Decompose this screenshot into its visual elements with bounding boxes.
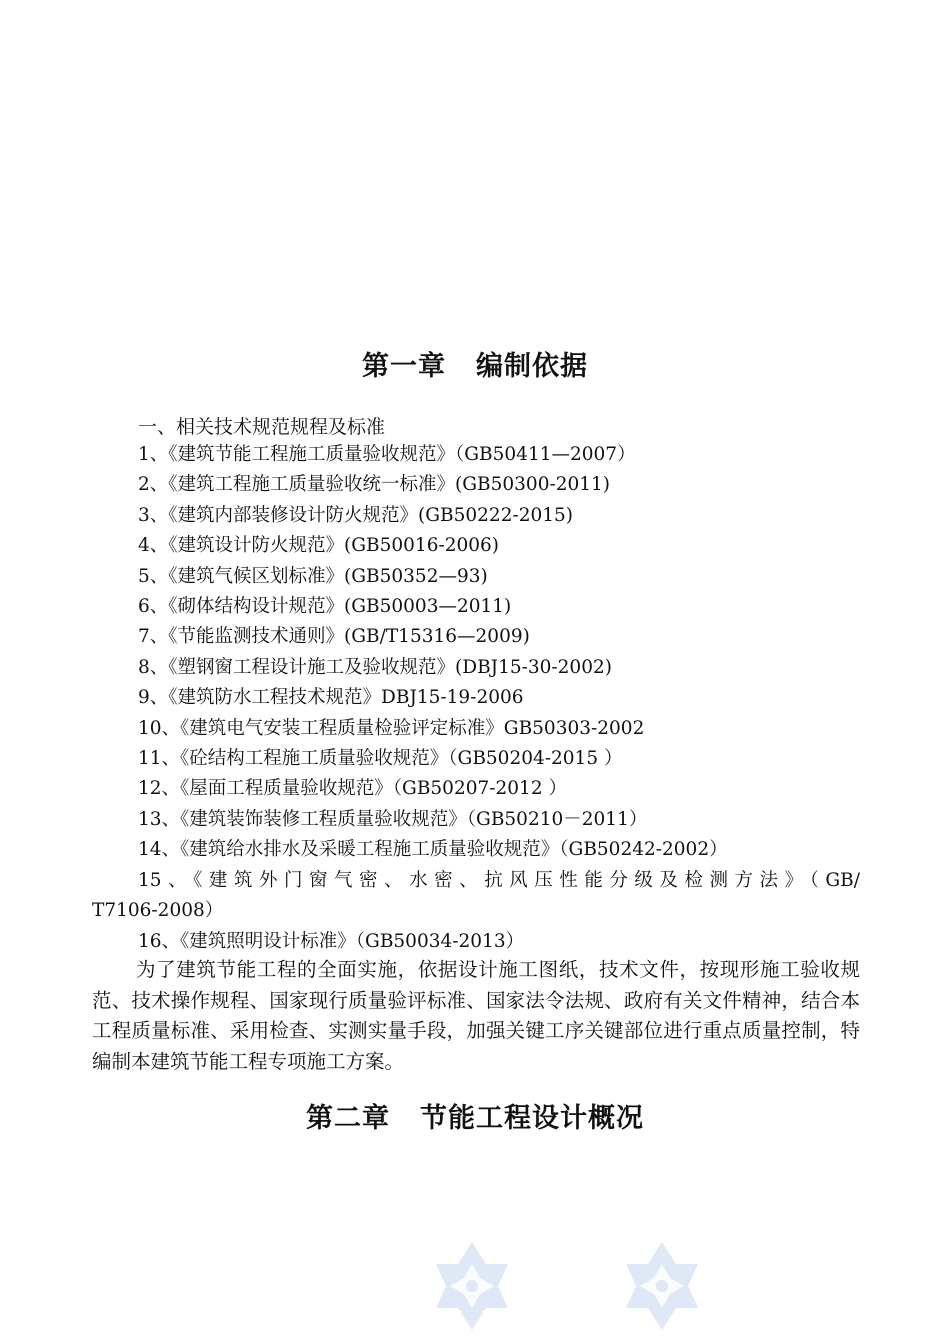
reference-15-line-2: T7106-2008） <box>92 900 224 922</box>
snowflake-watermark-icon <box>612 1234 712 1344</box>
reference-item: 12、《屋面工程质量验收规范》（GB50207-2012 ） <box>138 778 567 800</box>
reference-item: 5、《建筑气候区划标准》(GB50352—93) <box>138 565 488 587</box>
reference-item: 2、《建筑工程施工质量验收统一标准》(GB50300-2011) <box>138 474 611 496</box>
reference-item: 6、《砌体结构设计规范》(GB50003—2011) <box>138 596 512 618</box>
body-paragraph: 为了建筑节能工程的全面实施，依据设计施工图纸，技术文件，按现形施工验收规范、技术操作规程、国家现行质量验评标准、国家法令法规、政府有关文件精神，结合本工程质量标准、采用检查、实测实量手段，加强关键工序关键部位进行重点质量控制，特编制本建筑节能工程专项施工方案。 <box>92 958 860 1073</box>
reference-item: 8、《塑钢窗工程设计施工及验收规范》(DBJ15-30-2002) <box>138 656 612 678</box>
chapter-1-title <box>0 344 950 383</box>
reference-item: 4、《建筑设计防火规范》(GB50016-2006) <box>138 535 500 557</box>
reference-item: 1、《建筑节能工程施工质量验收规范》（GB50411—2007） <box>138 444 636 465</box>
reference-15-line-1: 15、《建筑外门窗气密、水密、抗风压性能分级及检测方法》（GB/ <box>138 869 860 891</box>
chapter-2-name: 节能工程设计概况 <box>420 1103 644 1134</box>
reference-item: 14、《建筑给水排水及采暖工程施工质量验收规范》（GB50242-2002） <box>138 839 728 861</box>
reference-item: 3、《建筑内部装修设计防火规范》(GB50222-2015) <box>138 504 574 526</box>
section-heading: 一、相关技术规范规程及标准 <box>138 416 386 438</box>
reference-item: 11、《砼结构工程施工质量验收规范》（GB50204-2015 ） <box>138 748 623 770</box>
reference-item: 13、《建筑装饰装修工程质量验收规范》（GB50210－2011） <box>138 808 648 830</box>
chapter-1-name: 编制依据 <box>476 351 588 382</box>
reference-item-15 <box>92 866 860 927</box>
snowflake-watermark-icon <box>422 1234 522 1344</box>
reference-item: 16、《建筑照明设计标准》（GB50034-2013） <box>138 930 525 952</box>
reference-item: 10、《建筑电气安装工程质量检验评定标准》GB50303-2002 <box>138 717 645 739</box>
reference-item: 9、《建筑防水工程技术规范》DBJ15-19-2006 <box>138 687 524 709</box>
reference-list <box>92 440 860 957</box>
reference-item: 7、《节能监测技术通则》(GB/T15316—2009) <box>138 626 530 648</box>
chapter-2-title <box>0 1096 950 1135</box>
chapter-1-number: 第一章 <box>362 351 446 382</box>
chapter-2-number: 第二章 <box>306 1103 390 1134</box>
